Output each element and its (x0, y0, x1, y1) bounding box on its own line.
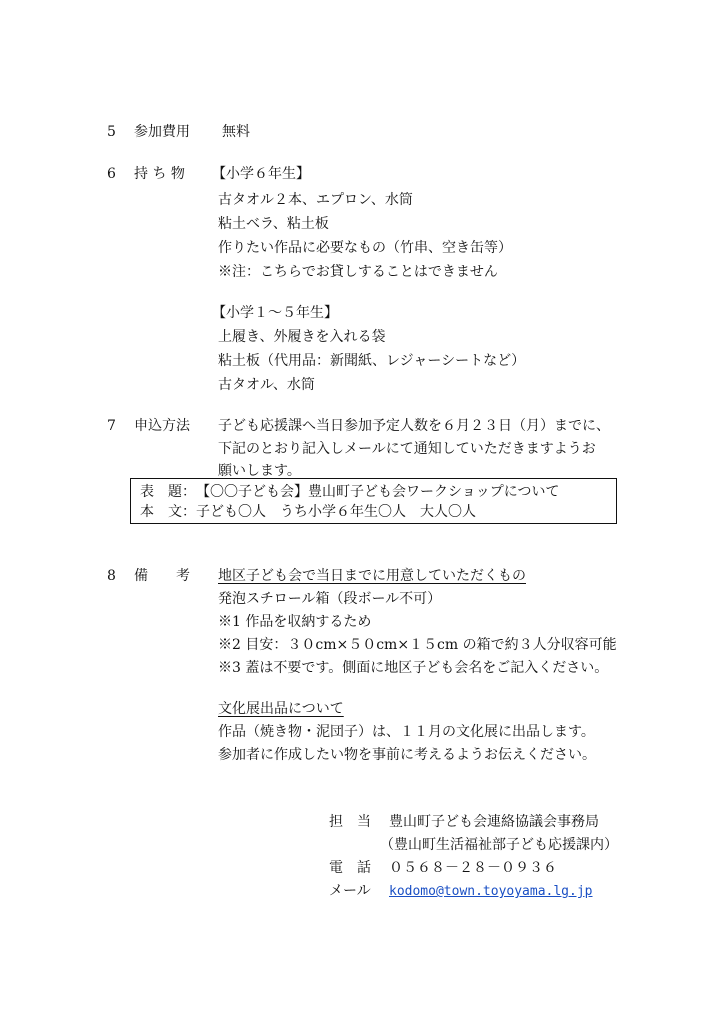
section-8-exhibit-line: 作品（焼き物・泥団子）は、１１月の文化展に出品します。 (218, 724, 595, 740)
section-6-group2-item: 上履き、外履きを入れる袋 (218, 329, 386, 345)
email-body-value: 子ども〇人 うち小学６年生〇人 大人〇人 (196, 504, 476, 520)
section-8-number: 8 (107, 568, 116, 584)
section-6-group1-item: 古タオル２本、エプロン、水筒 (218, 192, 413, 208)
section-8-prep-line: ※1 作品を収納するため (218, 614, 372, 630)
contact-department: （豊山町生活福祉部子ども応援課内） (380, 837, 618, 853)
section-7-label: 申込方法 (134, 418, 190, 434)
section-8-exhibit-heading: 文化展出品について (218, 701, 344, 717)
contact-person-label: 担 当 (329, 814, 371, 830)
section-6-group1-item: 作りたい作品に必要なもの（竹串、空き缶等） (218, 240, 512, 256)
section-7-text-line: 子ども応援課へ当日参加予定人数を６月２３日（月）までに、 (218, 418, 610, 434)
section-6-label: 持 ち 物 (134, 166, 185, 182)
section-6-group2-heading: 【小学１～５年生】 (212, 305, 338, 321)
email-body-label: 本 文： (140, 504, 196, 520)
section-6-group1-item: 粘土ベラ、粘土板 (218, 216, 329, 232)
section-6-group2-item: 粘土板（代用品：新聞紙、レジャーシートなど） (218, 353, 526, 369)
contact-email-link[interactable]: kodomo@town.toyoyama.lg.jp (389, 884, 593, 899)
section-5-value: 無料 (222, 124, 250, 140)
contact-person-value: 豊山町子ども会連絡協議会事務局 (389, 814, 599, 830)
section-5-number: 5 (107, 124, 116, 140)
section-5-label: 参加費用 (134, 124, 190, 140)
section-8-label: 備 考 (134, 568, 190, 584)
section-6-group1-note: ※注：こちらでお貸しすることはできません (218, 264, 498, 280)
section-7-text-line: 下記のとおり記入しメールにて通知していただきますようお (218, 441, 596, 457)
section-7-text-line: 願いします。 (218, 463, 301, 479)
contact-phone-value: ０５６８－２８－０９３６ (389, 860, 557, 876)
section-8-prep-line: ※3 蓋は不要です。側面に地区子ども会名をご記入ください。 (218, 660, 609, 676)
section-8-prep-heading: 地区子ども会で当日までに用意していただくもの (218, 568, 526, 584)
section-6-group1-heading: 【小学６年生】 (212, 166, 310, 182)
email-subject-label: 表 題： (140, 484, 196, 500)
section-6-number: 6 (107, 166, 116, 182)
section-8-exhibit-line: 参加者に作成したい物を事前に考えるようお伝えください。 (218, 747, 596, 763)
section-8-prep-line: ※2 目安：３０cm×５０cm×１５cm の箱で約３人分収容可能 (218, 637, 617, 653)
section-8-prep-line: 発泡スチロール箱（段ボール不可） (218, 591, 442, 607)
contact-email-wrapper (389, 882, 593, 901)
contact-phone-label: 電 話 (329, 860, 371, 876)
section-7-number: 7 (107, 418, 116, 434)
section-6-group2-item: 古タオル、水筒 (218, 377, 315, 393)
email-subject-value: 【〇〇子ども会】豊山町子ども会ワークショップについて (196, 484, 560, 500)
contact-email-label: メール (329, 883, 371, 899)
